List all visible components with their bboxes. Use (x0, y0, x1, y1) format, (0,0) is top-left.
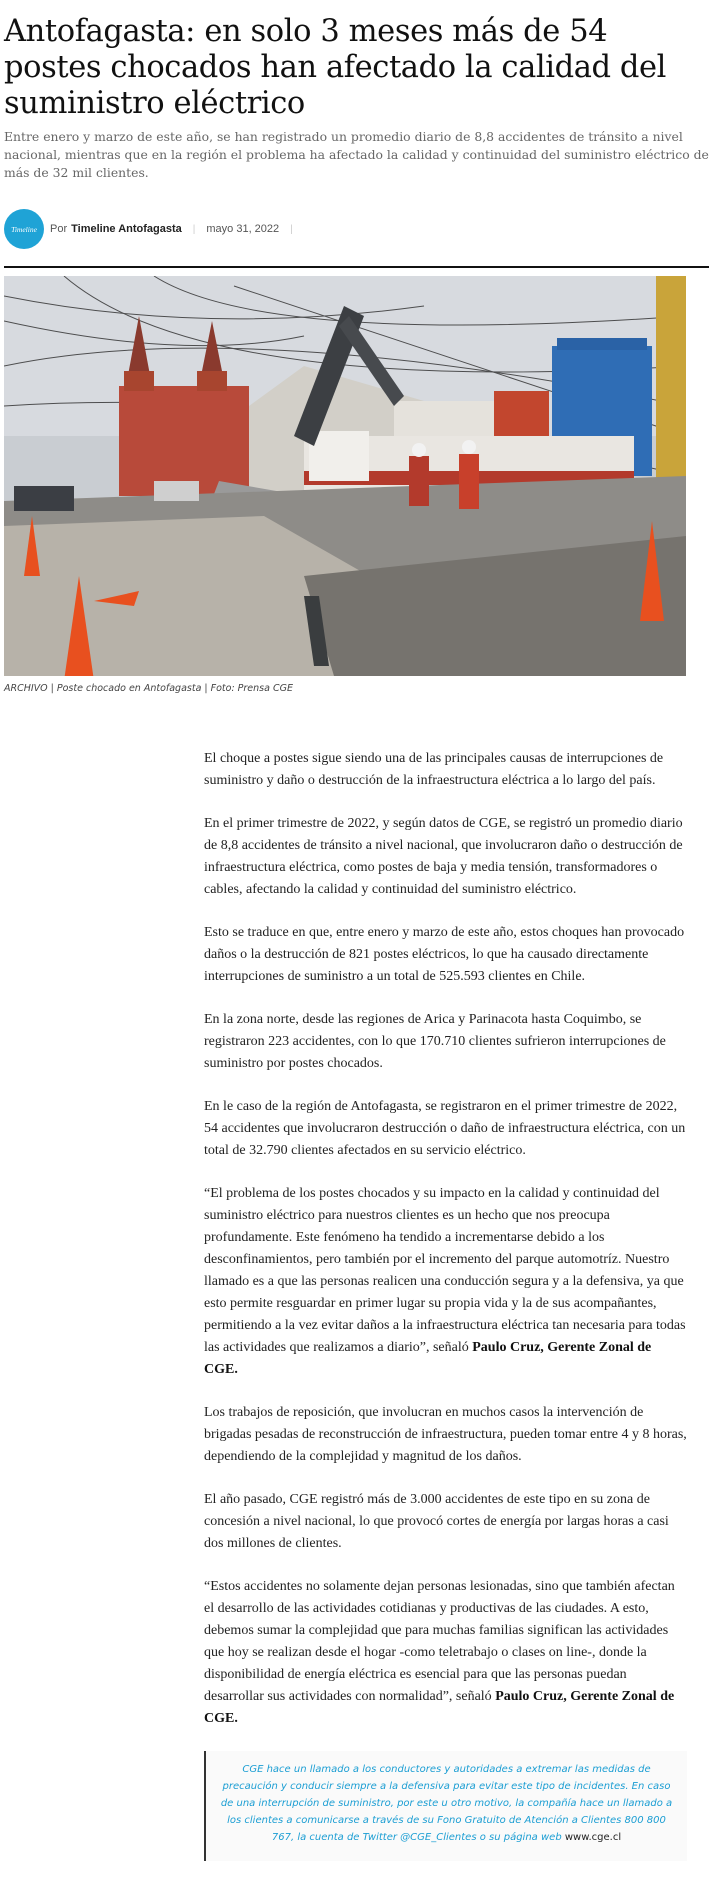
website-link[interactable]: www.cge.cl (564, 1832, 622, 1843)
article-paragraph: Los trabajos de reposición, que involucran en muchos casos la intervención de brigadas pesadas de reconstrucción de infraestructura, pueden tomar entre 4 y 8 horas, dependiendo de la complejidad y magnitud de los daños. (204, 1405, 687, 1464)
article-header (0, 0, 713, 249)
article-paragraph: El choque a postes sigue siendo una de las principales causas de interrupciones de suministro y daño o destrucción de la infraestructura eléctrica a lo largo del país. (204, 751, 664, 788)
quote-text: “El problema de los postes chocados y su impacto en la calidad y continuidad del suministro eléctrico para nuestros clientes es un hecho que nos preocupa profundamente. Este fenómeno ha tendido a incrementarse debido a los desconfinamientos, pero también por el incremento del parque automotríz. Nuestro llamado es a que las personas realicen una conducción segura y a la defensiva, ya que esto permite resguardar en primer lugar su propia vida y la de sus acompañantes, permitiendo a la vez evitar daños a la infraestructura eléctrica tan necesaria para todas las actividades que realizamos a diario”, señaló (204, 1186, 686, 1355)
author-avatar[interactable] (4, 209, 44, 249)
avatar-logo-text: Timeline (11, 224, 37, 234)
callout-box (204, 1751, 687, 1861)
article-subtitle: Entre enero y marzo de este año, se han registrado un promedio diario de 8,8 accidentes de tránsito a nivel nacional, mientras que en la región el problema ha afectado la calidad y continuidad del suministro eléctrico de más de 32 mil clientes. (4, 129, 709, 180)
article-paragraph: En la zona norte, desde las regiones de Arica y Parinacota hasta Coquimbo, se registraron 223 accidentes, con lo que 170.710 clientes sufrieron interrupciones de suministro por postes chocados. (204, 1012, 666, 1071)
byline-separator: | (290, 223, 293, 235)
quote-speaker: Paulo Cruz, Gerente Zonal de CGE. (204, 1340, 652, 1377)
publish-date: mayo 31, 2022 (206, 223, 280, 235)
byline (4, 209, 709, 249)
image-caption: ARCHIVO | Poste chocado en Antofagasta | Foto: Prensa CGE (4, 683, 293, 694)
article-paragraph: El año pasado, CGE registró más de 3.000 accidentes de este tipo en su zona de concesión a nivel nacional, lo que provocó cortes de energía por largas horas a casi dos millones de clientes. (204, 1492, 669, 1551)
quote-paragraph (204, 1183, 687, 1381)
article-paragraph: En el primer trimestre de 2022, y según datos de CGE, se registró un promedio diario de 8,8 accidentes de tránsito a nivel nacional, que involucraron daño o destrucción de infraestructura eléctrica, como postes de baja y media tensión, transformadores o cables, afectando la calidad y continuidad del suministro eléctrico. (204, 816, 683, 897)
article-paragraph: Esto se traduce en que, entre enero y marzo de este año, estos choques han provocado daños o la destrucción de 821 postes eléctricos, lo que ha causado directamente interrupciones de suministro a un total de 525.593 clientes en Chile. (204, 925, 685, 984)
header-divider (4, 266, 709, 268)
hero-photo-illustration (4, 276, 686, 676)
article-paragraph: En le caso de la región de Antofagasta, se registraron en el primer trimestre de 2022, 54 accidentes que involucraron destrucción o daño de infraestructura eléctrica, con un total de 32.790 clientes afectados en su servicio eléctrico. (204, 1099, 686, 1158)
byline-separator: | (192, 223, 196, 235)
article-title: Antofagasta: en solo 3 meses más de 54 postes chocados han afectado la calidad del suministro eléctrico (4, 14, 667, 121)
article-body (204, 748, 687, 1730)
author-link[interactable]: Timeline Antofagasta (71, 223, 182, 235)
quote-text: “Estos accidentes no solamente dejan personas lesionadas, sino que también afectan el desarrollo de las actividades cotidianas y productivas de las ciudades. A esto, debemos sumar la complejidad que para muchas familias significan las actividades que hoy se realizan desde el hogar -como teletrabajo o clases on line-, donde la disponibilidad de energía eléctrica es esencial para que las personas puedan desarrollar sus actividades con normalidad”, señaló (204, 1579, 675, 1704)
byline-prefix: Por (50, 223, 68, 235)
hero-image (4, 276, 686, 676)
callout-text: CGE hace un llamado a los conductores y autoridades a extremar las medidas de precaución y conducir siempre a la defensiva para evitar este tipo de incidentes. En caso de una interrupción de suministro, por este u otro motivo, la compañía hace un llamado a los clientes a comunicarse a través de su Fono Gratuito de Atención a Clientes 800 800 767, la cuenta de Twitter @CGE_Clientes o su página web (220, 1764, 673, 1843)
quote-paragraph (204, 1576, 687, 1730)
quote-speaker: Paulo Cruz, Gerente Zonal de CGE. (204, 1689, 675, 1726)
